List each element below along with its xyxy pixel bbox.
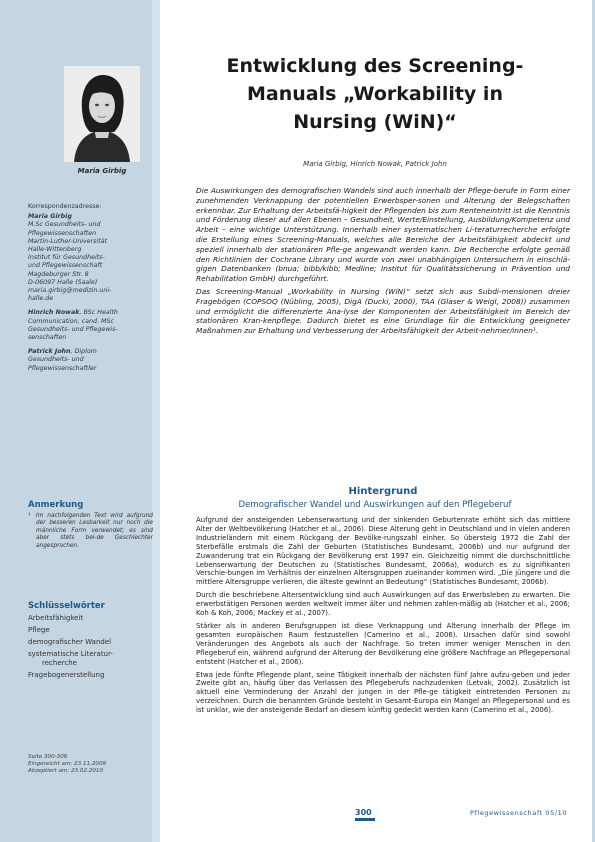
correspondence-line: Martin-Luther-Universität xyxy=(28,237,108,245)
keywords-heading: Schlüsselwörter xyxy=(28,601,105,611)
correspondence-heading: Korrespondenzadresse: xyxy=(28,203,102,210)
journal-name: Pflegewissenschaft 05/10 xyxy=(470,809,568,817)
correspondence-email: maria.girbig@medizin.uni- xyxy=(28,287,112,295)
portrait-image xyxy=(64,66,140,162)
section-heading: Hintergrund xyxy=(348,486,418,497)
coauthor-line: Gesundheits- und xyxy=(28,356,84,364)
footnote-text: Im nachfolgenden Text wird aufgrund der besseren Lesbarkeit nur noch die männliche Form verwendet; es sind aber stets bei-de Geschlechter angesprochen. xyxy=(36,513,153,549)
photo-caption: Maria Girbig xyxy=(77,167,127,175)
correspondence-line: Pflegewissenschaften xyxy=(28,229,97,237)
correspondence-line: Institut für Gesundheits- xyxy=(28,254,105,262)
correspondence-name: Maria Girbig xyxy=(28,213,72,221)
coauthor-line: Gesundheits- und Pflegewis- xyxy=(28,325,118,333)
correspondence-line: Magdeburger Str. 8 xyxy=(28,270,89,278)
correspondence-line: D-06097 Halle (Saale) xyxy=(28,278,98,286)
abstract-paragraph: Das Screening-Manual „Workability in Nursing (WiN)“ setzt sich aus Subdi-mensionen dreier Fragebögen (COPSOQ (Nübling, 2005), DigA (Ducki, 2000), TAA (Glaser & Weigl, 2008)) zusammen und ermöglicht die differenzierte Ana-lyse der Komponenten der Arbeitsfähigkeit im Bereich der stationären Kran-kenpflege. Dadurch bietet es eine Grundlage für die Entwicklung geeigneter Maßnahmen zur Erhaltung und Verbesserung der Arbeitsfähigkeit der Arbeit-nehmer/innen¹. xyxy=(196,286,570,336)
title-line: Nursing (WiN)“ xyxy=(293,111,457,133)
coauthor-block xyxy=(28,309,153,342)
footnote-marker: ¹ xyxy=(28,513,31,519)
keyword-continuation: recherche xyxy=(42,659,77,667)
section-subheading: Demografischer Wandel und Auswirkungen auf den Pflegeberuf xyxy=(238,500,512,510)
coauthor-line: Communication, cand. MSc xyxy=(28,317,114,325)
coauthor-block xyxy=(28,348,153,373)
keyword-text: systematische Literatur- xyxy=(28,650,113,658)
submission-meta xyxy=(28,754,153,775)
keyword xyxy=(28,650,153,668)
author-photo xyxy=(64,66,140,162)
note-section xyxy=(28,500,153,550)
page-number: 300 xyxy=(355,808,372,817)
article-title xyxy=(170,52,580,136)
accepted-date: Akzeptiert am: 23.02.2010 xyxy=(28,768,104,774)
keywords-section xyxy=(28,601,153,683)
correspondence-block xyxy=(28,203,153,373)
body-paragraph: Stärker als in anderen Berufsgruppen ist diese Verknappung und Alterung innerhalb der Pflege im gesamten europäischen Raum festzustellen (Camerino et al., 2006). Ursachen dafür sind sowohl Veränderungen des Angebots als auch der Nachfrage. So treten immer weniger Menschen in den Pflegeberuf ein, während aufgrund der Alterung der Bevölkerung eine größere Nachfrage an Pflegepersonal entsteht (Hatcher et al., 2006). xyxy=(196,621,570,666)
coauthor-line: Pflegewissenschaftler xyxy=(28,364,97,372)
abstract xyxy=(196,186,570,339)
body-text xyxy=(196,516,570,719)
correspondence-email: halle.de xyxy=(28,295,54,303)
title-line: Entwicklung des Screening- xyxy=(226,55,524,77)
keyword: Pflege xyxy=(28,626,50,634)
correspondence-line: M.Sc Gesundheits- und xyxy=(28,221,101,229)
coauthor-name: Hinrich Nowak xyxy=(28,309,80,317)
page-number-underline xyxy=(355,818,375,821)
note-heading: Anmerkung xyxy=(28,500,84,510)
body-paragraph: Aufgrund der ansteigenden Lebenserwartung und der sinkenden Geburtenrate erhöht sich das mittlere Alter der Weltbevölkerung (Hatcher et al., 2006). Diese Alterung geht in Deutschland und in vielen anderen Industrieländern mit einem Rückgang der Bevölke-rungszahl einher. So übersteig 1972 die Zahl der Sterbefälle erstmals die Zahl der Geburten (Statistisches Bundesamt, 2006b) und nur aufgrund der Zuwanderung trat ein Rückgang der Bevölkerung erst 1997 ein. Gleichzeitig nimmt die durchschnittliche Lebenserwartung der Deutschen zu (Statistisches Bundesamt, 2006a), wodurch es zu signifikanten Verschie-bungen im Verhältnis der einzelnen Altersgruppen zueinander kommen wird. „Die jüngere und die mittlere Altersgruppe verlieren, die älteste gewinnt an Bedeutung“ (Statistisches Bundesamt, 2006b). xyxy=(196,516,570,587)
abstract-paragraph: Die Auswirkungen des demografischen Wandels sind auch innerhalb der Pflege-berufe in Form einer zunehmenden Verknappung der potentiellen Erwerbsper-sonen und Alterung der Belegschaften erkennbar. Zur Erhaltung der Arbeitsfä-higkeit der Pflegenden bis zum Renteneintritt ist die Kenntnis und Förderung dieser auf allen Ebenen – Gesundheit, Werte/Einstellung, Ausbildung/Kompetenz und Arbeit – eine wichtige Unterstützung. Innerhalb einer systematischen Li-teraturrecherche erfolgte die Erstellung eines Screening-Manuals, welches alle Bereiche der Arbeitsfähigkeit abdeckt und speziell innerhalb der stationären Pfle-ge angewandt werden kann. Die Recherche erfolgte gemäß den Richtlinien der Cochrane Library und wurde von zwei unabhängigen Untersuchern in einschlä-gigen Datenbanken (bnua; bibb/kibb; Medline; Institut für Qualitätssicherung in Prävention und Rehabilitation GmbH) durchgeführt. xyxy=(196,186,570,284)
received-date: Eingereicht am: 23.11.2009 xyxy=(28,761,107,767)
coauthor-name: Patrick John xyxy=(28,348,71,356)
coauthor-line: senschaften xyxy=(28,334,67,342)
coauthor-degree: , Diplom xyxy=(70,348,97,356)
correspondence-line: und Pflegewissenschaft xyxy=(28,262,103,270)
title-line: Manuals „Workability in xyxy=(247,83,503,105)
coauthor-degree: , BSc Health xyxy=(79,309,118,317)
keyword: demografischer Wandel xyxy=(28,638,112,646)
correspondence-line: Halle-Wittenberg xyxy=(28,246,82,254)
page-range: Seite 300-306 xyxy=(28,754,68,760)
footnote xyxy=(28,513,153,550)
keyword: Fragebogenerstellung xyxy=(28,671,105,679)
body-paragraph: Etwa jede fünfte Pflegende plant, seine Tätigkeit innerhalb der nächsten fünf Jahre aufzu-geben und jeder Zweite gibt an, häufig über das Verlassen des Pflegeberufs nachzudenken (Letvak, 2002). Zusätzlich ist aktuell eine Verminderung der Anzahl der jungen in der Pfle-ge tätigkeit eintretenden Personen zu verzeichnen. Durch die benannten Gründe besteht in Gesamt-Europa ein Mangel an Pflegepersonal und es ist unklar, wie der ansteigende Bedarf an diesem künftig gedeckt werden kann (Camerino et al., 2006). xyxy=(196,670,570,715)
author-list: Maria Girbig, Hinrich Nowak, Patrick John xyxy=(303,160,447,168)
body-paragraph: Durch die beschriebene Altersentwicklung sind auch Auswirkungen auf das Erwerbsleben zu erwarten. Die erwerbstätigen Personen werden weltweit immer älter und nehmen zahlen-mäßig ab (Hatcher et al., 2006; Koh & Koh, 2006; Mackey et al., 2007). xyxy=(196,591,570,618)
keyword: Arbeitsfähigkeit xyxy=(28,614,84,622)
